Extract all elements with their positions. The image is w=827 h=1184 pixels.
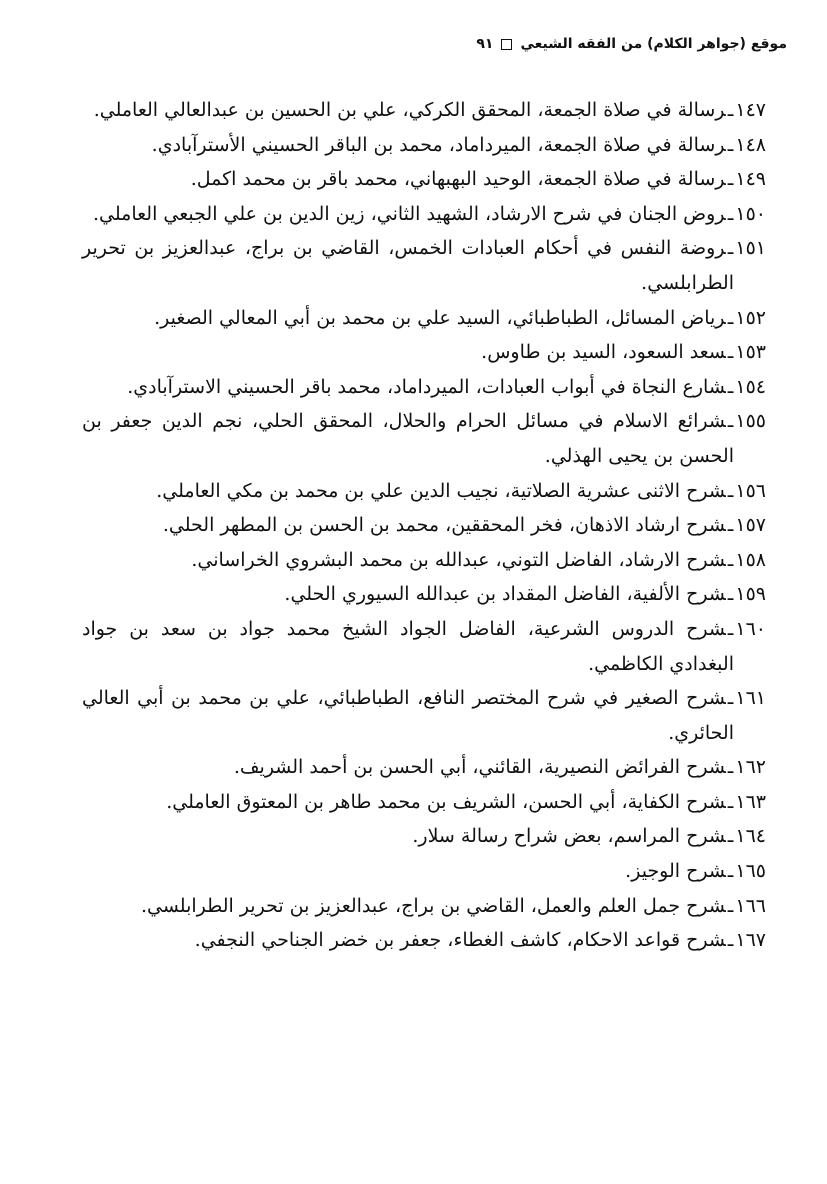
entry-number: ١٦٧ bbox=[735, 929, 766, 952]
entry-text: روض الجنان في شرح الارشاد، الشهيد الثاني، زين الدين بن علي الجبعي العاملي. bbox=[93, 202, 726, 225]
entry-number: ١٥٤ bbox=[735, 375, 766, 398]
entry-text: رياض المسائل، الطباطبائي، السيد علي بن محمد بن أبي المعالي الصغير. bbox=[154, 306, 726, 329]
entry-dash: ـ bbox=[727, 687, 734, 710]
running-head bbox=[40, 32, 787, 56]
list-item bbox=[82, 819, 766, 854]
entry-number: ١٤٧ bbox=[735, 99, 766, 121]
entry-text: شرح جمل العلم والعمل، القاضي بن براج، عبدالعزيز بن تحرير الطرابلسي. bbox=[140, 894, 726, 917]
entry-continuation: الطرابلسي. bbox=[641, 271, 734, 294]
entry-number: ١٥١ bbox=[735, 237, 766, 260]
entry-dash: ـ bbox=[727, 479, 734, 502]
entry-dash: ـ bbox=[727, 894, 734, 917]
entry-line bbox=[154, 307, 766, 329]
entry-text: شرح الوجيز. bbox=[625, 860, 726, 883]
entry-text: شرح ارشاد الاذهان، فخر المحققين، محمد بن الحسن بن المطهر الحلي. bbox=[162, 514, 726, 537]
entry-dash: ـ bbox=[727, 168, 734, 191]
entry-line bbox=[82, 231, 766, 266]
entry-line bbox=[163, 514, 766, 536]
entry-line bbox=[82, 612, 766, 647]
page-number: ٩١ bbox=[476, 36, 494, 52]
list-item bbox=[82, 854, 766, 889]
list-item bbox=[82, 301, 766, 336]
entry-line bbox=[82, 404, 766, 439]
entry-continuation: الحائري. bbox=[668, 721, 734, 744]
list-item bbox=[82, 370, 766, 405]
entry-dash: ـ bbox=[727, 237, 734, 260]
entry-text: شرح الألفية، الفاضل المقداد بن عبدالله السيوري الحلي. bbox=[284, 583, 726, 606]
list-item bbox=[82, 612, 766, 681]
entry-dash: ـ bbox=[727, 825, 734, 848]
entry-text: شرح الكفاية، أبي الحسن، الشريف بن محمد طاهر بن المعتوق العاملي. bbox=[166, 790, 726, 813]
entry-dash: ـ bbox=[727, 548, 734, 571]
entry-line bbox=[166, 791, 766, 813]
entry-dash: ـ bbox=[727, 133, 734, 156]
square-ornament-icon bbox=[501, 39, 512, 50]
entry-dash: ـ bbox=[727, 514, 734, 537]
entry-number: ١٦٠ bbox=[735, 617, 766, 640]
list-item bbox=[82, 335, 766, 370]
list-item bbox=[82, 889, 766, 924]
entry-number: ١٦٢ bbox=[735, 756, 766, 779]
entry-line bbox=[82, 681, 766, 716]
entry-number: ١٥٥ bbox=[735, 410, 766, 433]
entry-dash: ـ bbox=[727, 202, 734, 225]
entry-dash: ـ bbox=[727, 99, 734, 121]
entry-number: ١٥٦ bbox=[735, 479, 766, 502]
entry-dash: ـ bbox=[727, 790, 734, 813]
list-item bbox=[82, 750, 766, 785]
entry-line bbox=[625, 860, 766, 882]
entry-text: شرائع الاسلام في مسائل الحرام والحلال، المحقق الحلي، نجم الدين جعفر بن bbox=[82, 410, 726, 433]
entry-dash: ـ bbox=[727, 860, 734, 883]
entry-dash: ـ bbox=[727, 583, 734, 606]
list-item bbox=[82, 681, 766, 750]
entry-line bbox=[94, 99, 766, 121]
entry-dash: ـ bbox=[727, 375, 734, 398]
entry-dash: ـ bbox=[727, 929, 734, 952]
entry-number: ١٦٦ bbox=[735, 894, 766, 917]
running-head-title: موقع (جواهر الكلام) من الفقه الشيعي bbox=[520, 36, 787, 52]
list-item bbox=[82, 231, 766, 300]
entry-line bbox=[156, 480, 766, 502]
entry-number: ١٦١ bbox=[735, 687, 766, 710]
entry-line bbox=[93, 203, 766, 225]
entry-text: رسالة في صلاة الجمعة، المحقق الكركي، علي بن الحسين بن عبدالعالي العاملي. bbox=[93, 99, 726, 121]
list-item bbox=[82, 128, 766, 163]
entry-number: ١٥٨ bbox=[735, 548, 766, 571]
entry-dash: ـ bbox=[727, 306, 734, 329]
list-item bbox=[82, 923, 766, 958]
entry-continuation: الحسن بن يحيى الهذلي. bbox=[544, 444, 734, 467]
list-item bbox=[82, 93, 766, 128]
entry-text: شرح الفرائض النصيرية، القائني، أبي الحسن بن أحمد الشريف. bbox=[233, 756, 726, 779]
entry-text: شرح الصغير في شرح المختصر النافع، الطباطبائي، علي بن محمد بن أبي العالي bbox=[82, 687, 726, 710]
bibliography-list bbox=[82, 93, 766, 958]
entry-text: شارع النجاة في أبواب العبادات، الميرداماد، محمد باقر الحسيني الاسترآبادي. bbox=[127, 375, 726, 398]
entry-number: ١٥٩ bbox=[735, 583, 766, 606]
entry-dash: ـ bbox=[727, 410, 734, 433]
entry-number: ١٦٤ bbox=[735, 825, 766, 848]
entry-text: شرح المراسم، بعض شراح رسالة سلار. bbox=[412, 825, 726, 848]
entry-text: سعد السعود، السيد بن طاوس. bbox=[481, 341, 726, 364]
entry-line bbox=[481, 341, 766, 363]
entry-number: ١٥٣ bbox=[735, 341, 766, 364]
entry-line bbox=[191, 168, 766, 190]
entry-line bbox=[152, 134, 766, 156]
entry-line bbox=[141, 895, 766, 917]
list-item bbox=[82, 474, 766, 509]
entry-text: شرح قواعد الاحكام، كاشف الغطاء، جعفر بن خضر الجناحي النجفي. bbox=[194, 929, 726, 952]
entry-dash: ـ bbox=[727, 341, 734, 364]
entry-dash: ـ bbox=[727, 617, 734, 640]
entry-line bbox=[195, 929, 766, 951]
entry-text: رسالة في صلاة الجمعة، الوحيد البهبهاني، محمد باقر بن محمد اكمل. bbox=[190, 168, 726, 191]
entry-text: رسالة في صلاة الجمعة، الميرداماد، محمد بن الباقر الحسيني الأسترآبادي. bbox=[151, 133, 726, 156]
entry-number: ١٤٨ bbox=[735, 133, 766, 156]
list-item bbox=[82, 577, 766, 612]
entry-line bbox=[127, 376, 766, 398]
list-item bbox=[82, 785, 766, 820]
list-item bbox=[82, 543, 766, 578]
list-item bbox=[82, 404, 766, 473]
entry-number: ١٥٠ bbox=[735, 202, 766, 225]
entry-number: ١٦٥ bbox=[735, 860, 766, 883]
entry-line bbox=[412, 825, 766, 847]
list-item bbox=[82, 162, 766, 197]
entry-number: ١٤٩ bbox=[735, 168, 766, 191]
entry-dash: ـ bbox=[727, 756, 734, 779]
entry-text: شرح الدروس الشرعية، الفاضل الجواد الشيخ محمد جواد بن سعد بن جواد bbox=[82, 617, 726, 640]
entry-line bbox=[234, 756, 766, 778]
list-item bbox=[82, 508, 766, 543]
entry-number: ١٦٣ bbox=[735, 790, 766, 813]
entry-text: شرح الاثنى عشرية الصلاتية، نجيب الدين علي بن محمد بن مكي العاملي. bbox=[156, 479, 726, 502]
entry-line bbox=[191, 549, 766, 571]
entry-number: ١٥٢ bbox=[735, 306, 766, 329]
list-item bbox=[82, 197, 766, 232]
entry-text: روضة النفس في أحكام العبادات الخمس، القاضي بن براج، عبدالعزيز بن تحرير bbox=[82, 237, 726, 260]
entry-text: شرح الارشاد، الفاضل التوني، عبدالله بن محمد البشروي الخراساني. bbox=[191, 548, 726, 571]
entry-number: ١٥٧ bbox=[735, 514, 766, 537]
entry-continuation: البغدادي الكاظمي. bbox=[588, 652, 734, 675]
entry-line bbox=[284, 583, 766, 605]
